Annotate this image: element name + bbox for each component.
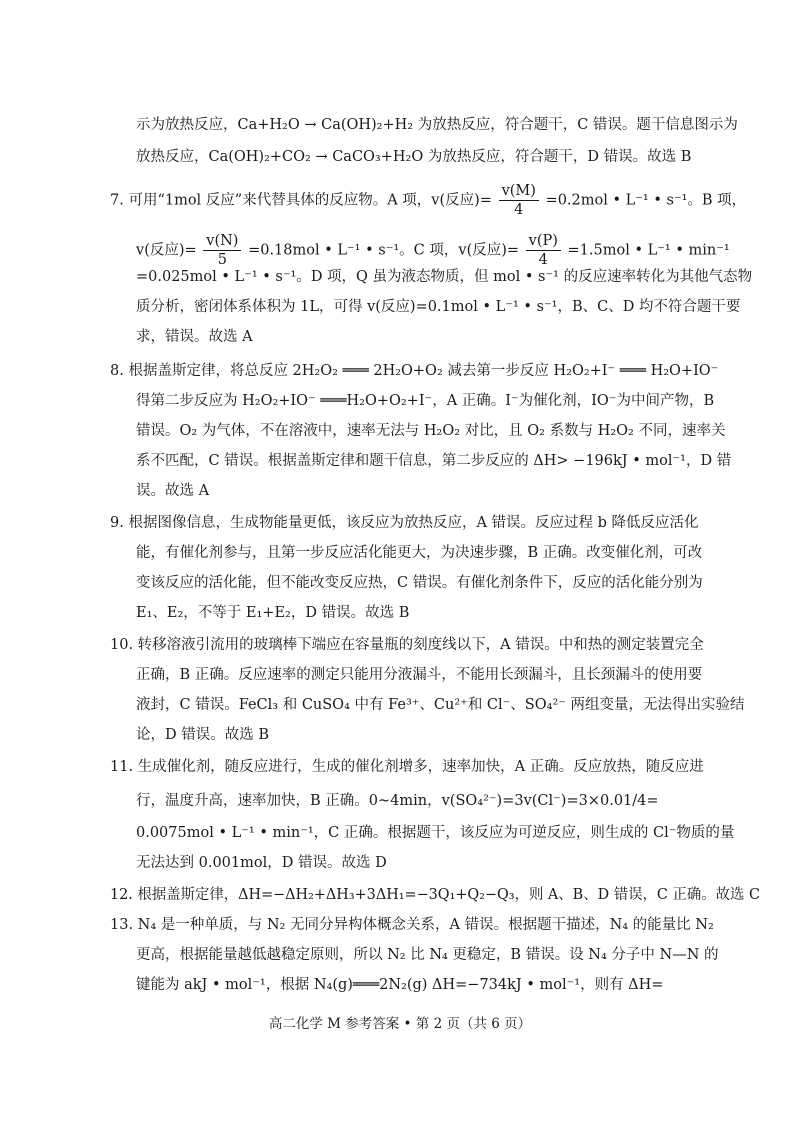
text-line: 能，有催化剂参与，且第一步反应活化能更大，为决速步骤，B 正确。改变催化剂，可改 xyxy=(136,545,703,561)
text-line: 8. 根据盖斯定律，将总反应 2H₂O₂ ═══ 2H₂O+O₂ 减去第一步反应 H₂O₂+I⁻ ═══ H₂O+IO⁻ xyxy=(110,363,719,379)
text-line: 示为放热反应，Ca+H₂O → Ca(OH)₂+H₂ 为放热反应，符合题干，C 错误。题干信息图示为 xyxy=(136,117,738,133)
text-line: 更高，根据能量越低越稳定原则，所以 N₂ 比 N₄ 更稳定，B 错误。设 N₄ 分子中 N—N 的 xyxy=(136,947,719,963)
text-line: 行，温度升高，速率加快，B 正确。0~4min，v(SO₄²⁻)=3v(Cl⁻)=3×0.01/4= xyxy=(136,793,659,809)
text-line: 得第二步反应为 H₂O₂+IO⁻ ═══H₂O+O₂+I⁻，A 正确。I⁻为催化剂，IO⁻为中间产物，B xyxy=(136,393,715,409)
text-line: 9. 根据图像信息，生成物能量更低，该反应为放热反应，A 错误。反应过程 b 降低反应活化 xyxy=(110,515,699,531)
text-line: 求，错误。故选 A xyxy=(136,329,253,345)
fraction-numerator: v(M) xyxy=(499,182,539,201)
text-line: 论，D 错误。故选 B xyxy=(136,727,269,743)
text-segment: 7. 可用“1mol 反应”来代替具体的反应物。A 项，v(反应)= xyxy=(110,192,492,209)
text-line: 键能为 akJ • mol⁻¹，根据 N₄(g)═══2N₂(g) ΔH=−734kJ • mol⁻¹，则有 ΔH= xyxy=(136,977,664,993)
text-line: 变该反应的活化能，但不能改变反应热，C 错误。有催化剂条件下，反应的活化能分别为 xyxy=(136,575,703,591)
text-line: =0.025mol • L⁻¹ • s⁻¹。D 项，Q 虽为液态物质，但 mol • s⁻¹ 的反应速率转化为其他气态物 xyxy=(136,269,753,285)
text-line: 12. 根据盖斯定律，ΔH=−ΔH₂+ΔH₃+3ΔH₁=−3Q₁+Q₂−Q₃，则 A、B、D 错误，C 正确。故选 C xyxy=(110,887,760,903)
text-line: 10. 转移溶液引流用的玻璃棒下端应在容量瓶的刻度线以下，A 错误。中和热的测定装置完全 xyxy=(110,637,704,653)
text-line: 误。故选 A xyxy=(136,483,210,499)
text-line: 无法达到 0.001mol，D 错误。故选 D xyxy=(136,855,387,871)
fraction-numerator: v(P) xyxy=(526,232,561,251)
text-line xyxy=(136,232,730,268)
text-line: 正确，B 正确。反应速率的测定只能用分液漏斗，不能用长颈漏斗，且长颈漏斗的使用要 xyxy=(136,667,703,683)
text-segment: =0.2mol • L⁻¹ • s⁻¹。B 项， xyxy=(545,192,747,209)
page-footer: 高二化学 M 参考答案 • 第 2 页（共 6 页） xyxy=(268,1016,532,1032)
text-segment: v(反应)= xyxy=(136,242,197,259)
text-segment: =1.5mol • L⁻¹ • min⁻¹ xyxy=(567,242,730,259)
fraction xyxy=(526,232,561,269)
text-segment: =0.18mol • L⁻¹ • s⁻¹。C 项，v(反应)= xyxy=(248,242,520,259)
text-line: 11. 生成催化剂，随反应进行，生成的催化剂增多，速率加快，A 正确。反应放热，随反应进 xyxy=(110,759,704,775)
text-line: 错误。O₂ 为气体，不在溶液中，速率无法与 H₂O₂ 对比，且 O₂ 系数与 H₂O₂ 不同，速率关 xyxy=(136,423,726,439)
fraction-numerator: v(N) xyxy=(203,232,241,251)
text-line: 系不匹配，C 错误。根据盖斯定律和题干信息，第二步反应的 ΔH> −196kJ • mol⁻¹，D 错 xyxy=(136,453,732,469)
answer-7-line xyxy=(110,182,747,218)
fraction xyxy=(203,232,241,269)
text-line: 放热反应，Ca(OH)₂+CO₂ → CaCO₃+H₂O 为放热反应，符合题干，D 错误。故选 B xyxy=(136,149,692,165)
fraction-denominator: 4 xyxy=(514,202,524,218)
text-line: 质分析，密闭体系体积为 1L，可得 v(反应)=0.1mol • L⁻¹ • s⁻¹，B、C、D 均不符合题干要 xyxy=(136,299,741,315)
fraction-denominator: 5 xyxy=(217,252,227,268)
text-line: E₁、E₂，不等于 E₁+E₂，D 错误。故选 B xyxy=(136,605,410,621)
text-line: 13. N₄ 是一种单质，与 N₂ 无同分异构体概念关系，A 错误。根据题干描述，N₄ 的能量比 N₂ xyxy=(110,917,714,933)
text-line: 液封，C 错误。FeCl₃ 和 CuSO₄ 中有 Fe³⁺、Cu²⁺和 Cl⁻、SO₄²⁻ 两组变量，无法得出实验结 xyxy=(136,697,745,713)
text-line: 0.0075mol • L⁻¹ • min⁻¹，C 正确。根据题干，该反应为可逆反应，则生成的 Cl⁻物质的量 xyxy=(136,825,735,841)
fraction-denominator: 4 xyxy=(538,252,548,268)
fraction xyxy=(499,182,539,219)
